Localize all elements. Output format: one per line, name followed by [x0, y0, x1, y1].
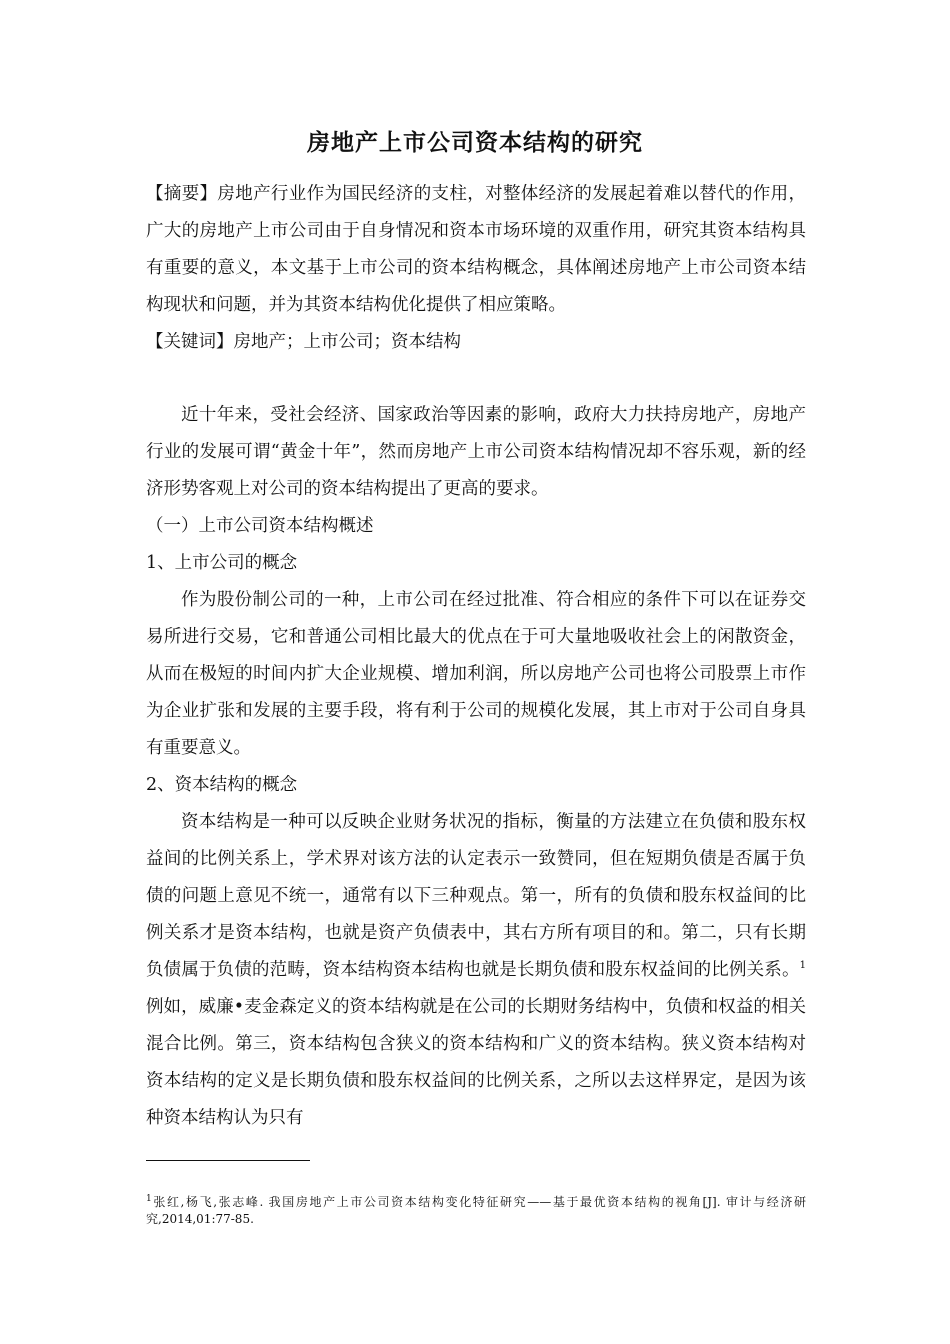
section-heading: （一）上市公司资本结构概述 [146, 516, 374, 536]
keywords-label: 【关键词】 [146, 332, 234, 352]
abstract-block [146, 176, 806, 361]
abstract-paragraph [146, 176, 806, 324]
abstract-label: 【摘要】 [146, 184, 218, 204]
footnote-text: 张红,杨飞,张志峰. 我国房地产上市公司资本结构变化特征研究——基于最优资本结构的视角[J]. 审计与经济研究,2014,01:77-85. [146, 1195, 806, 1226]
paragraph-text-part-b: 例如，威廉•麦金森定义的资本结构就是在公司的长期财务结构中，负债和权益的相关混合比例。第三，资本结构包含狭义的资本结构和广义的资本结构。狭义资本结构对资本结构的定义是长期负债和股东权益间的比例关系，之所以去这样界定，是因为该种资本结构认为只有 [146, 997, 806, 1128]
subsection-paragraph-1: 作为股份制公司的一种，上市公司在经过批准、符合相应的条件下可以在证券交易所进行交易，它和普通公司相比最大的优点在于可大量地吸收社会上的闲散资金，从而在极短的时间内扩大企业规模、增加利润，所以房地产公司也将公司股票上市作为企业扩张和发展的主要手段，将有利于公司的规模化发展，其上市对于公司自身具有重要意义。 [146, 590, 806, 758]
paper-title: 房地产上市公司资本结构的研究 [307, 129, 643, 156]
paragraph-text-part-a: 资本结构是一种可以反映企业财务状况的指标，衡量的方法建立在负债和股东权益间的比例关系上，学术界对该方法的认定表示一致赞同，但在短期负债是否属于负债的问题上意见不统一，通常有以下三种观点。第一，所有的负债和股东权益间的比例关系才是资本结构，也就是资产负债表中，其右方所有项目的和。第二，只有长期负债属于负债的范畴，资本结构资本结构也就是长期负债和股东权益间的比例关系。 [146, 812, 806, 980]
abstract-text: 房地产行业作为国民经济的支柱，对整体经济的发展起着难以替代的作用，广大的房地产上市公司由于自身情况和资本市场环境的双重作用，研究其资本结构具有重要的意义，本文基于上市公司的资本结构概念，具体阐述房地产上市公司资本结构现状和问题，并为其资本结构优化提供了相应策略。 [146, 184, 806, 315]
subsection-heading-1: 1、上市公司的概念 [146, 553, 298, 573]
subsection-paragraph-2 [146, 804, 806, 1137]
main-body [146, 397, 806, 1137]
intro-paragraph: 近十年来，受社会经济、国家政治等因素的影响，政府大力扶持房地产，房地产行业的发展可谓“黄金十年”，然而房地产上市公司资本结构情况却不容乐观，新的经济形势客观上对公司的资本结构提出了更高的要求。 [146, 405, 806, 499]
footnote [146, 1194, 806, 1228]
footnote-mark: 1 [146, 1194, 152, 1204]
footnote-separator [146, 1160, 310, 1161]
keywords-paragraph [146, 324, 806, 361]
keywords-text: 房地产；上市公司；资本结构 [233, 332, 461, 352]
footnote-reference[interactable]: 1 [799, 960, 806, 972]
subsection-heading-2: 2、资本结构的概念 [146, 775, 298, 795]
